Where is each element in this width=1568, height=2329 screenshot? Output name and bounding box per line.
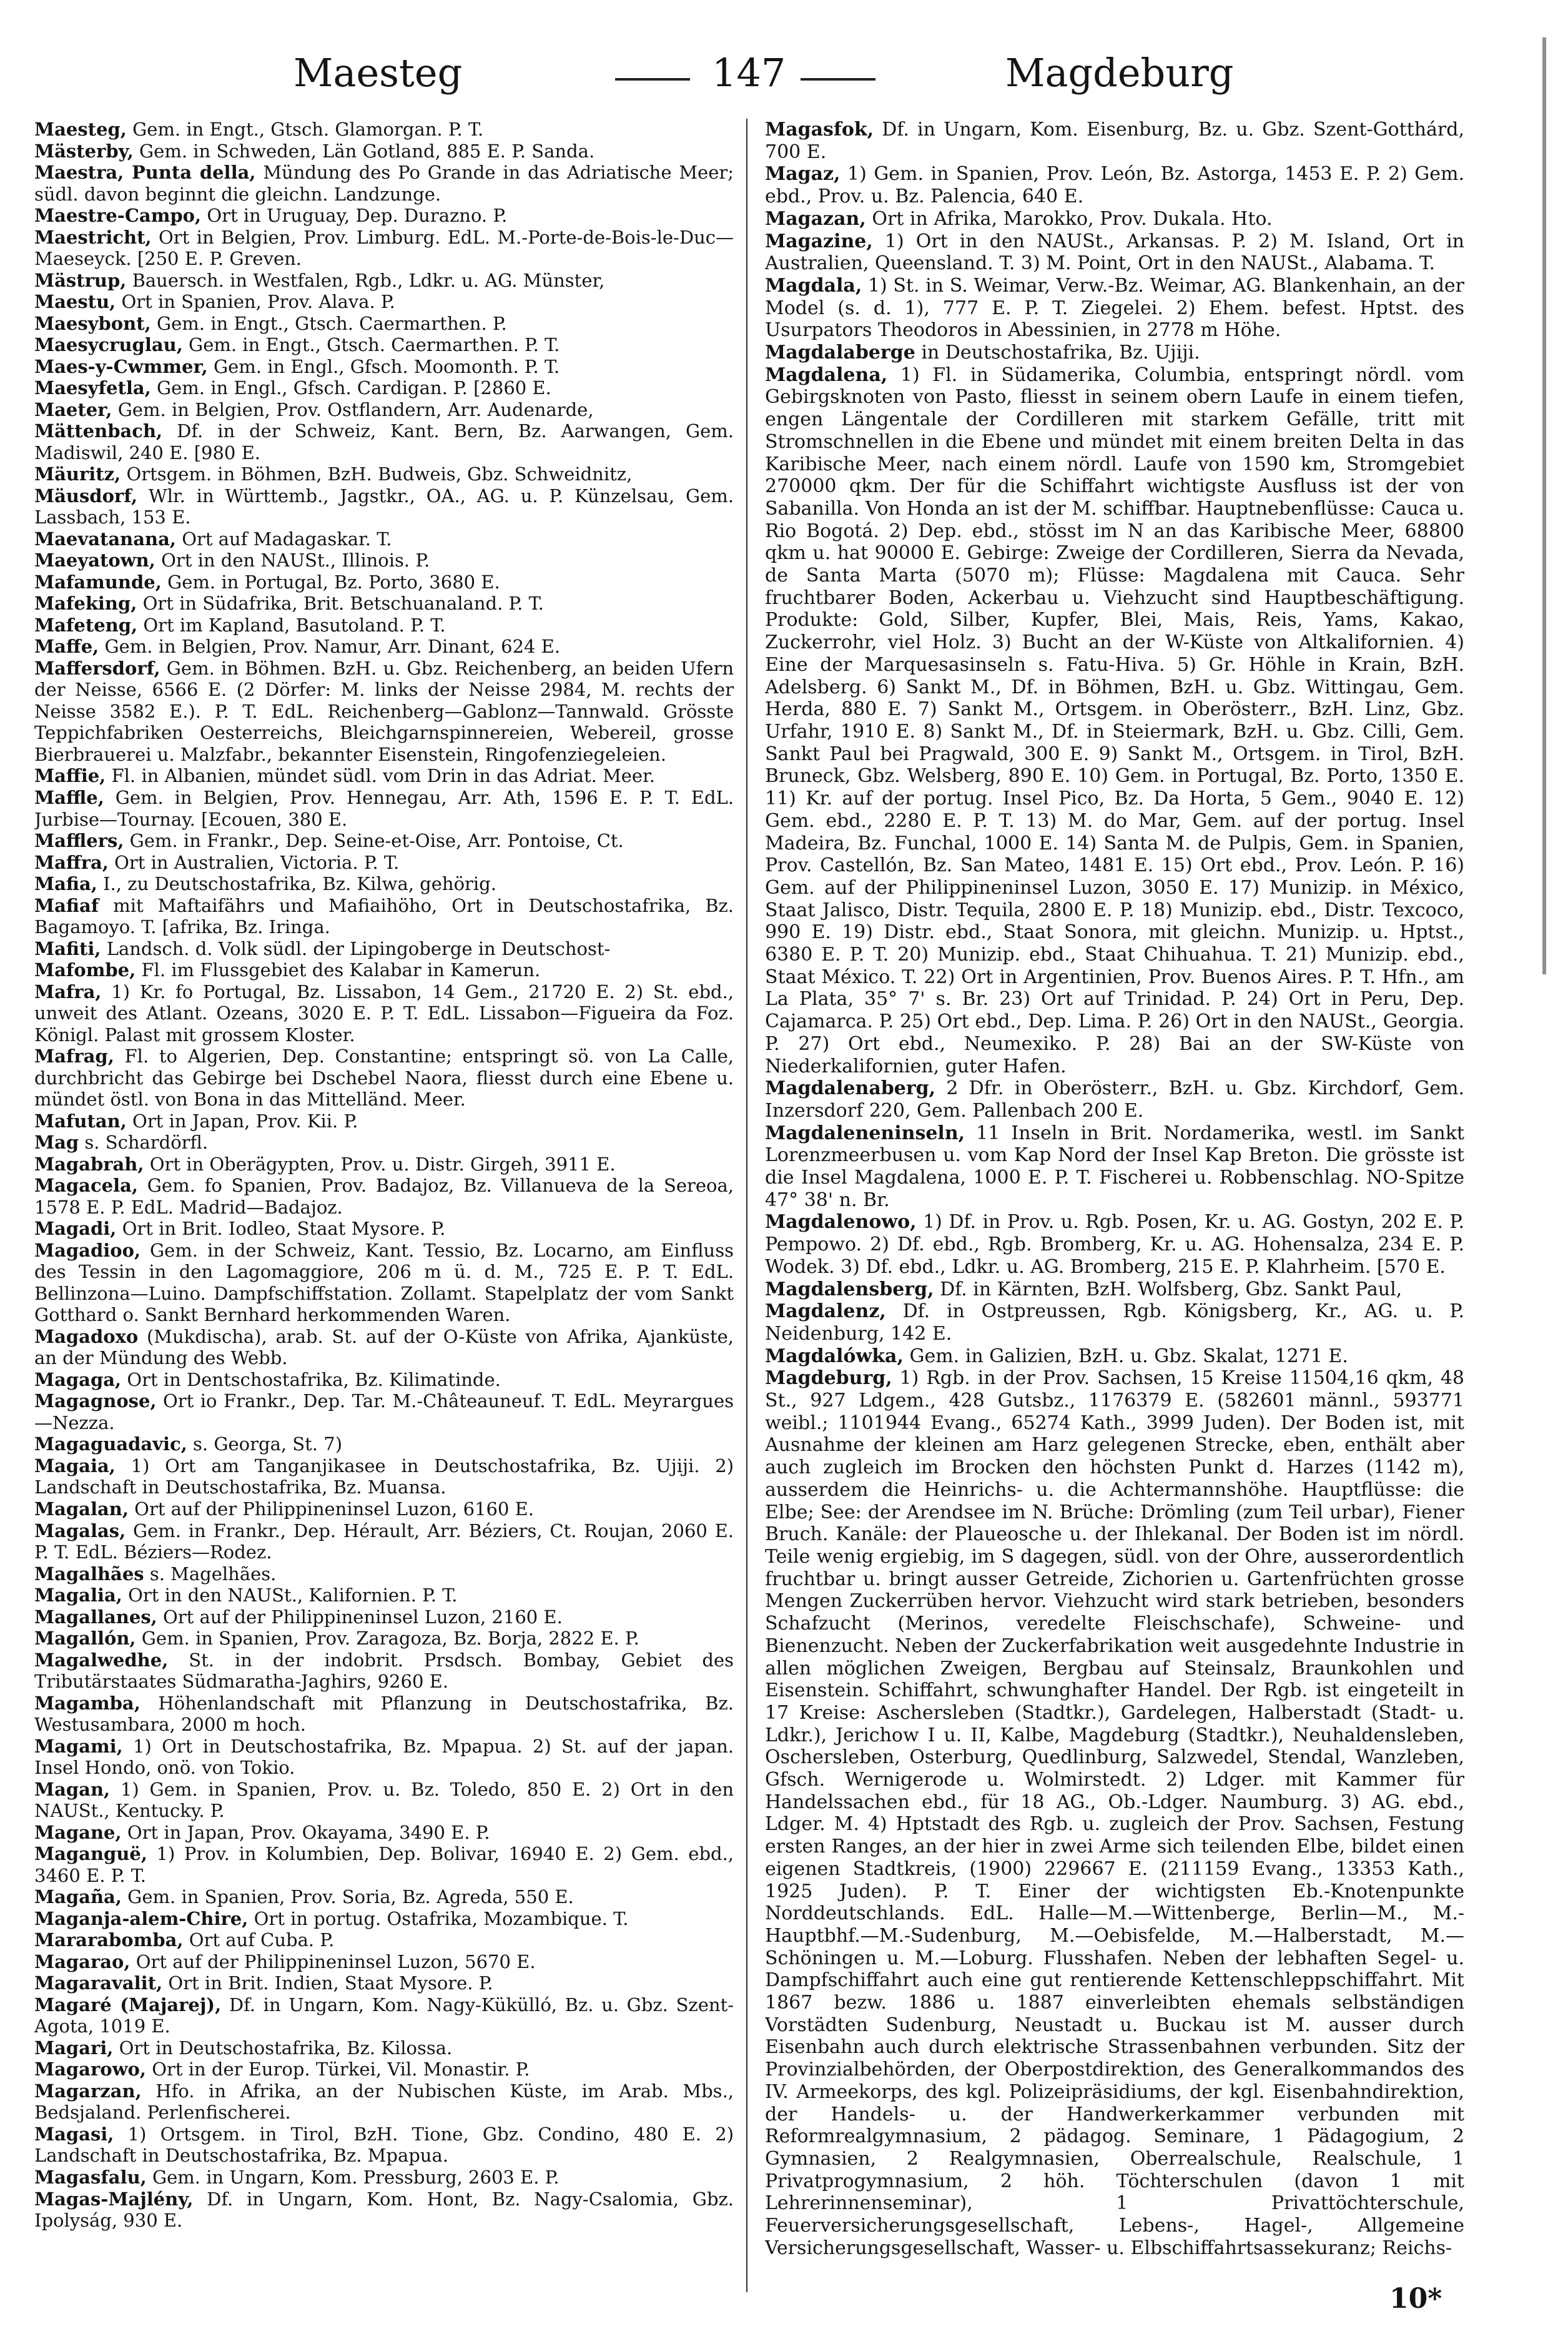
dictionary-entry [765, 342, 1464, 364]
dictionary-entry [34, 1046, 734, 1110]
entry-text: Hfo. in Afrika, an der Nubischen Küste, im Arab. Mbs., Bedsjaland. Perlenfischerei. [34, 2080, 734, 2124]
entry-headword: Magazine, [765, 230, 873, 252]
entry-headword: Magaguadavic, [34, 1433, 187, 1455]
dictionary-entry [34, 377, 734, 399]
entry-text: Gem. in Engt., Gtsch. Glamorgan. P. T. [132, 119, 484, 140]
entry-text: Fl. im Flussgebiet des Kalabar in Kamerun. [141, 959, 541, 981]
entry-headword: Magalhães [34, 1563, 144, 1585]
entry-text: Ort in Belgien, Prov. Limburg. EdL. M.-Porte-de-Bois-le-Duc—Maeseyck. [250 E. P. Greven. [34, 226, 734, 270]
entry-text: St. in der indobrit. Prsdsch. Bombay, Gebiet des Tributärstaates Südmaratha-Jaghirs, 9260 E. [34, 1649, 734, 1693]
dictionary-entry [34, 162, 734, 205]
entry-text: 1) Ort in Deutschostafrika, Bz. Mpapua. 2) St. auf der japan. Insel Hondo, onö. von Tokio. [34, 1735, 734, 1779]
dictionary-entry [34, 119, 734, 141]
entry-text: 1) Ort am Tanganjikasee in Deutschostafrika, Bz. Ujiji. 2) Landschaft in Deutschostafrika, Bz. Muansa. [34, 1455, 734, 1498]
dictionary-entry [34, 658, 734, 766]
entry-text: Ort in portug. Ostafrika, Mozambique. T. [254, 1907, 629, 1929]
dictionary-entry [34, 593, 734, 615]
entry-headword: Maestre-Campo, [34, 205, 202, 227]
header-left-title: Maesteg [293, 50, 463, 96]
signature-mark: 10* [1389, 2283, 1442, 2315]
entry-headword: Mafutan, [34, 1110, 127, 1132]
entry-text: Ort in Südafrika, Brit. Betschuanaland. P. T. [142, 593, 544, 615]
dictionary-entry [34, 1110, 734, 1132]
entry-headword: Magdaleneninseln, [765, 1122, 965, 1144]
entry-text: Ort in Dentschostafrika, Bz. Kilimatinde. [127, 1368, 501, 1390]
dictionary-entry [765, 1278, 1464, 1301]
dictionary-entry [34, 270, 734, 292]
entry-headword: Maesycruglau, [34, 334, 183, 356]
entry-headword: Magagnose, [34, 1390, 157, 1412]
entry-text: 1) Ortsgem. in Tirol, BzH. Tione, Gbz. Condino, 480 E. 2) Landschaft in Deutschostafrika, Bz. Mpapua. [34, 2123, 734, 2167]
entry-headword: Maffe, [34, 636, 99, 658]
entry-headword: Mararabomba, [34, 1929, 184, 1951]
entry-text: Gem. in Frankr., Dep. Seine-et-Oise, Arr. Pontoise, Ct. [129, 830, 624, 852]
entry-headword: Mättenbach, [34, 420, 163, 442]
dictionary-entry [34, 959, 734, 981]
entry-text: Höhenlandschaft mit Pflanzung in Deutschostafrika, Bz. Westusambara, 2000 m hoch. [34, 1692, 734, 1736]
entry-text: Fl. in Albanien, mündet südl. vom Drin in das Adriat. Meer. [111, 765, 655, 787]
entry-headword: Magaga, [34, 1368, 122, 1390]
entry-text: Gem. in Belgien, Prov. Namur, Arr. Dinant, 624 E. [104, 636, 561, 658]
entry-headword: Maganguë, [34, 1843, 147, 1865]
entry-text: 1) Ort in den NAUSt., Arkansas. P. 2) M. Island, Ort in Australien, Queensland. T. 3) M. Point, Ort in den NAUSt., Alabama. T. [765, 230, 1464, 275]
entry-text: Gem. in Frankr., Dep. Hérault, Arr. Béziers, Ct. Roujan, 2060 E. P. T. EdL. Béziers—Rodez. [34, 1520, 734, 1563]
page-number: 147 [712, 50, 786, 96]
entry-text: Ort auf Cuba. P. [189, 1929, 335, 1951]
entry-headword: Magasfok, [765, 119, 874, 141]
entry-headword: Mäuritz, [34, 463, 121, 485]
entry-text: Df. in Ostpreussen, Rgb. Königsberg, Kr., AG. u. P. Neidenburg, 142 E. [765, 1300, 1464, 1345]
dictionary-entry [34, 356, 734, 378]
dictionary-entry [34, 1951, 734, 1973]
dictionary-entry [34, 830, 734, 852]
entry-headword: Maestricht, [34, 226, 152, 248]
entry-text: 1) St. in S. Weimar, Verw.-Bz. Weimar, AG. Blankenhain, an der Model (s. d. 1), 777 E. P. T. Ziegelei. 2) Ehem. befest. Hptst. des Usurpators Theodoros in Abessinien, in 2778 m Höhe. [765, 274, 1464, 342]
entry-text: 11 Inseln in Brit. Nordamerika, westl. im Sankt Lorenzmeerbusen u. vom Kap Nord der Insel Kap Breton. Die grösste ist die Insel Magdalena, 1000 E. P. T. Fischerei u. Robbenschlag. NO-Spitze 47° 38' n. Br. [765, 1122, 1464, 1211]
entry-headword: Magadi, [34, 1218, 117, 1240]
dictionary-entry [765, 1077, 1464, 1122]
entry-text: Gem. in Böhmen. BzH. u. Gbz. Reichenberg, an beiden Ufern der Neisse, 6566 E. (2 Dörfer: M. links der Neisse 2984, M. rechts der Neisse 3582 E.). P. T. EdL. Reichenberg—Gablonz—Tannwald. Grösste Teppichfabriken Oesterreichs, Bleichgarnspinnereien, Webereil, grosse Bierbrauerei u. Malzfabr., bekannter Eisenstein, Ringofenziegeleien. [34, 657, 734, 765]
dictionary-entry [34, 2167, 734, 2188]
dictionary-entry [34, 2059, 734, 2080]
entry-headword: Magabrah, [34, 1153, 144, 1175]
entry-headword: Magane, [34, 1821, 122, 1843]
dictionary-entry [34, 227, 734, 270]
dictionary-entry [34, 1498, 734, 1520]
dictionary-entry [34, 1628, 734, 1649]
entry-text: Gem. in Belgien, Prov. Hennegau, Arr. Ath, 1596 E. P. T. EdL. Jurbise—Tournay. [Ecouen, 380 E. [34, 786, 734, 830]
dictionary-entry [34, 1369, 734, 1391]
entry-text: Ort in den NAUSt., Kalifornien. P. T. [128, 1585, 458, 1606]
dictionary-entry [34, 1563, 734, 1585]
entry-text: Gem. in Belgien, Prov. Ostflandern, Arr. Audenarde, [117, 398, 594, 420]
header-dash-right [801, 78, 875, 81]
header-right-title: Magdeburg [1005, 50, 1234, 96]
entry-headword: Mafiti, [34, 937, 101, 959]
entry-text: 1) Kr. fo Portugal, Bz. Lissabon, 14 Gem., 21720 E. 2) St. ebd., unweit des Atlant. Ozeans, 3020 E. P. T. EdL. Lissabon—Figueira da Foz. Königl. Palast mit grossem Kloster. [34, 981, 734, 1046]
entry-text: 1) Df. in Prov. u. Rgb. Posen, Kr. u. AG. Gostyn, 202 E. P. Pempowo. 2) Df. ebd., Rgb. Bromberg, Kr. u. AG. Hohensalza, 234 E. P. Wodek. 3) Df. ebd., Ldkr. u. AG. Bromberg, 215 E. P. Klahrheim. [570 E. [765, 1211, 1464, 1278]
dictionary-entry [34, 1693, 734, 1736]
entry-headword: Maeyatown, [34, 550, 155, 571]
entry-text: Fl. to Algerien, Dep. Constantine; entspringt sö. von La Calle, durchbricht das Gebirge bei Dschebel Naora, fliesst durch eine Ebene u. mündet östl. von Bona in das Mittelländ. Meer. [34, 1046, 734, 1110]
entry-headword: Magalia, [34, 1585, 122, 1606]
entry-headword: Magdalena, [765, 363, 888, 386]
dictionary-entry [765, 1211, 1464, 1278]
dictionary-entry [34, 981, 734, 1046]
dictionary-entry [34, 528, 734, 550]
entry-headword: Magdalensberg, [765, 1278, 934, 1300]
dictionary-entry [34, 615, 734, 636]
entry-headword: Maffra, [34, 851, 109, 873]
entry-text: Ort in Japan, Prov. Okayama, 3490 E. P. [127, 1821, 490, 1843]
entry-text: 2 Dfr. in Oberösterr., BzH. u. Gbz. Kirchdorf, Gem. Inzersdorf 220, Gem. Pallenbach 200 E. [765, 1077, 1464, 1122]
dictionary-entry [34, 420, 734, 463]
entry-text: Ort in der Europ. Türkei, Vil. Monastir. P. [152, 2059, 530, 2080]
dictionary-entry [34, 571, 734, 593]
entry-text: Gem. in Spanien, Prov. Zaragoza, Bz. Borja, 2822 E. P. [141, 1628, 639, 1649]
entry-headword: Mafiaf [34, 894, 99, 916]
dictionary-entry [34, 463, 734, 485]
dictionary-entry [765, 208, 1464, 230]
entry-text: Ort in Australien, Victoria. P. T. [114, 851, 400, 873]
entry-text: 1) Gem. in Spanien, Prov. u. Bz. Toledo, 850 E. 2) Ort in den NAUSt., Kentucky. P. [34, 1778, 734, 1822]
entry-text: Ort in Spanien, Prov. Alava. P. [121, 291, 395, 313]
dictionary-entry [765, 275, 1464, 342]
entry-text: 1) Fl. in Südamerika, Columbia, entspringt nördl. vom Gebirgsknoten von Pasto, fliesst in seinem obern Laufe in einem tiefen, engen Längentale der Cordilleren mit starkem Gefälle, tritt mit Stromschnellen in die Ebene und mündet mit einem breiten Delta in das Karibische Meer, nach einem nördl. Laufe von 1590 km, Stromgebiet 270000 qkm. Der für die Schiffahrt wichtigste Ausfluss ist der von Sabanilla. Von Honda an ist der M. schiffbar. Hauptnebenflüsse: Cauca u. Rio Bogotá. 2) Dep. ebd., stösst im N an das Karibische Meer, 68800 qkm u. hat 90000 E. Gebirge: Zweige der Cordilleren, Sierra da Nevada, de Santa Marta (5070 m); Flüsse: Magdalena mit Cauca. Sehr fruchtbarer Boden, Ackerbau u. Viehzucht sind Hauptbeschäftigung. Produkte: Gold, Silber, Kupfer, Blei, Mais, Reis, Yams, Kakao, Zuckerrohr, viel Holz. 3) Bucht an der W-Küste von Altkalifornien. 4) Eine der Marquesasinseln s. Fatu-Hiva. 5) Gr. Höhle in Krain, BzH. Adelsberg. 6) Sankt M., Df. in Böhmen, BzH. u. Gbz. Wittingau, Gem. Herda, 880 E. 7) Sankt M., Ortsgem. in Oberösterr., BzH. Linz, Gbz. Urfahr, 1910 E. 8) Sankt M., Df. in Steiermark, BzH. u. Gbz. Cilli, Gem. Sankt Paul bei Pragwald, 300 E. 9) Sankt M., Ortsgem. in Tirol, BzH. Bruneck, Gbz. Welsberg, 890 E. 10) Gem. in Portugal, Bz. Porto, 1350 E. 11) Kr. auf der portug. Insel Pico, Bz. Da Horta, 5 Gem., 9040 E. 12) Gem. ebd., 2280 E. P. T. 13) M. do Mar, Gem. auf der portug. Insel Madeira, Bz. Funchal, 1000 E. 14) Santa M. de Pulpis, Gem. in Spanien, Prov. Castellón, Bz. San Mateo, 1481 E. 15) Ort ebd., Prov. León. P. 16) Gem. auf der Philippineninsel Luzon, 3050 E. 17) Munizip. in México, Staat Jalisco, Distr. Tequila, 2800 E. P. 18) Munizip. ebd., Distr. Texcoco, 990 E. 19) Distr. ebd., Staat Sonora, mit gleichn. Munizip. u. Hptst., 6380 E. P. T. 20) Munizip. ebd., Staat Chihuahua. T. 21) Munizip. ebd., Staat México. T. 22) Ort in Argentinien, Prov. Buenos Aires. P. T. Hfn., am La Plata, 35° 7' s. Br. 23) Ort auf Trinidad. P. 24) Ort in Peru, Dep. Cajamarca. P. 25) Ort ebd., Dep. Lima. P. 26) Ort in den NAUSt., Georgia. P. 27) Ort ebd., Neumexiko. P. 28) Bai an der SW-Küste von Niederkalifornien, guter Hafen. [765, 363, 1464, 1077]
entry-headword: Maganja-alem-Chire, [34, 1907, 249, 1929]
page-edge-shadow [1542, 37, 1562, 974]
header-dash-left [615, 78, 690, 81]
entry-headword: Mafeteng, [34, 614, 138, 636]
dictionary-entry [765, 119, 1464, 163]
entry-text: Gem. in Engt., Gtsch. Caermarthen. P. [156, 312, 507, 334]
entry-headword: Magas-Majlény, [34, 2188, 194, 2210]
entry-text: in Deutschostafrika, Bz. Ujiji. [921, 342, 1200, 364]
dictionary-entry [34, 636, 734, 658]
entry-headword: Magdeburg, [765, 1367, 892, 1390]
entry-text: Gem. in der Schweiz, Kant. Tessio, Bz. Locarno, am Einfluss des Tessin in den Lagomaggiore, 206 m ü. d. M., 725 E. P. T. EdL. Bellinzona—Luino. Dampfschiffstation. Zollamt. Stapelplatz der vom Sankt Gotthard o. Sankt Bernhard herkommenden Waren. [34, 1239, 734, 1326]
dictionary-entry [34, 1326, 734, 1369]
entry-headword: Mafrag, [34, 1046, 114, 1067]
dictionary-entry [765, 1300, 1464, 1345]
column-rule [746, 119, 747, 2292]
entry-text: s. Schardörfl. [84, 1132, 209, 1154]
entry-headword: Magasi, [34, 2123, 114, 2145]
entry-headword: Maestra, Punta della, [34, 162, 256, 184]
entry-text: Gem. in Schweden, Län Gotland, 885 E. P. Sanda. [139, 140, 595, 162]
entry-headword: Magadoxo [34, 1325, 139, 1347]
entry-text: mit Maftaifährs und Mafiaihöho, Ort in Deutschostafrika, Bz. Bagamoyo. T. [afrika, Bz. Iringa. [34, 894, 734, 938]
entry-text: Ort in Brit. Iodleo, Staat Mysore. P. [122, 1218, 446, 1240]
entry-headword: Magamba, [34, 1692, 141, 1714]
entry-headword: Maffie, [34, 765, 106, 787]
dictionary-entry [34, 291, 734, 313]
entry-text: Gem. fo Spanien, Prov. Badajoz, Bz. Villanueva de la Sereoa, 1578 E. P. EdL. Madrid—Badajoz. [34, 1175, 734, 1218]
entry-headword: Magarowo, [34, 2059, 146, 2080]
dictionary-entry [34, 2124, 734, 2167]
entry-headword: Maes-y-Cwmmer, [34, 355, 208, 377]
dictionary-entry [34, 895, 734, 938]
dictionary-entry [34, 1433, 734, 1455]
entry-headword: Mag [34, 1132, 79, 1154]
entry-headword: Magaña, [34, 1886, 122, 1908]
dictionary-entry [34, 1175, 734, 1218]
dictionary-entry [34, 2037, 734, 2059]
dictionary-entry [765, 163, 1464, 207]
entry-headword: Magdalenowo, [765, 1211, 917, 1234]
dictionary-entry [34, 873, 734, 895]
entry-text: Df. in Ungarn, Kom. Eisenburg, Bz. u. Gbz. Szent-Gotthárd, 700 E. [765, 119, 1464, 163]
entry-text: Ort in den NAUSt., Illinois. P. [161, 550, 430, 571]
entry-text: Ort in Brit. Indien, Staat Mysore. P. [168, 1972, 493, 1994]
entry-headword: Magaravalit, [34, 1972, 163, 1994]
entry-text: 1) Gem. in Spanien, Prov. León, Bz. Astorga, 1453 E. P. 2) Gem. ebd., Prov. u. Bz. Palencia, 640 E. [765, 163, 1464, 208]
entry-headword: Magallón, [34, 1628, 136, 1649]
entry-headword: Magazan, [765, 207, 866, 230]
entry-text: Ort auf Madagaskar. T. [182, 528, 392, 550]
right-column [765, 119, 1464, 2280]
entry-headword: Magacela, [34, 1175, 138, 1197]
entry-text: Ort auf der Philippineninsel Luzon, 2160 E. [162, 1606, 563, 1628]
entry-text: Df. in Ungarn, Kom. Hont, Bz. Nagy-Csalomia, Gbz. Ipolyság, 930 E. [34, 2188, 734, 2232]
dictionary-entry [765, 1345, 1464, 1368]
entry-headword: Mafra, [34, 981, 102, 1002]
entry-headword: Maesybont, [34, 312, 151, 334]
entry-headword: Mafia, [34, 873, 97, 895]
dictionary-entry [34, 1390, 734, 1433]
entry-text: s. Magelhães. [149, 1563, 277, 1585]
entry-headword: Mästrup, [34, 269, 127, 291]
entry-headword: Maevatanana, [34, 528, 177, 550]
entry-headword: Magarao, [34, 1951, 131, 1972]
dictionary-entry [34, 1908, 734, 1930]
entry-text: Ort io Frankr., Dep. Tar. M.-Châteauneuf. T. EdL. Meyrargues—Nezza. [34, 1390, 734, 1433]
entry-text: Gem. in Engl., Gfsch. Cardigan. P. [2860 E. [156, 377, 551, 399]
entry-headword: Mafflers, [34, 830, 124, 852]
entry-text: Ort in Afrika, Marokko, Prov. Dukala. Hto. [872, 207, 1273, 230]
entry-headword: Mäusdorf, [34, 485, 138, 507]
dictionary-entry [34, 141, 734, 162]
dictionary-entry [34, 1240, 734, 1326]
entry-text: Df. in Ungarn, Kom. Nagy-Kükülló, Bz. u. Gbz. Szent-Agota, 1019 E. [34, 1994, 734, 2037]
entry-text: Ort in Uruguay, Dep. Durazno. P. [207, 205, 508, 227]
dictionary-entry [34, 938, 734, 960]
dictionary-entry [34, 1218, 734, 1240]
entry-headword: Magaia, [34, 1455, 116, 1476]
entry-headword: Magarzan, [34, 2080, 142, 2102]
entry-text: s. Georga, St. 7) [193, 1433, 343, 1455]
entry-headword: Mafombe, [34, 959, 136, 981]
dictionary-entry [34, 1585, 734, 1606]
entry-text: Gem. in Galizien, BzH. u. Gbz. Skalat, 1271 E. [909, 1345, 1348, 1367]
entry-text: Bauersch. in Westfalen, Rgb., Ldkr. u. AG. Münster, [132, 269, 605, 291]
entry-text: 1) Rgb. in der Prov. Sachsen, 15 Kreise 11504,16 qkm, 48 St., 927 Ldgem., 428 Gutsbz., 1176379 E. (582601 männl., 593771 weibl.; 1101944 Evang., 65274 Kath., 3999 Juden). Der Boden ist, mit Ausnahme der kleinen am Harz gelegenen Strecke, eben, enthält aber auch zugleich im Brocken den höchsten Punkt d. Harzes (1142 m), ausserdem die Heinrichs- u. die Achtermannshöhe. Hauptflüsse: die Elbe; See: der Arendsee im N. Brüche: Drömling (zum Teil urbar), Fiener Bruch. Kanäle: der Plaueosche u. der Ihlekanal. Der Boden ist im nördl. Teile wenig ergiebig, im S dagegen, südl. von der Ohre, ausserordentlich fruchtbar u. bringt ausser Getreide, Zichorien u. Gartenfrüchten grosse Mengen Zuckerrüben hervor. Viehzucht wird stark betrieben, besonders Schafzucht (Merinos, veredelte Fleischschafe), Schweine- und Bienenzucht. Neben der Zuckerfabrikation weit ausgedehnte Industrie in allen möglichen Zweigen, Bergbau auf Steinsalz, Braunkohlen und Eisenstein. Schiffahrt, schwunghafter Handel. Der Rgb. ist eingeteilt in 17 Kreise: Aschersleben (Stadtkr.), Gardelegen, Halberstadt (Stadt- u. Ldkr.), Jerichow I u. II, Kalbe, Magdeburg (Stadtkr.), Neuhaldensleben, Oschersleben, Osterburg, Quedlinburg, Salzwedel, Stendal, Wanzleben, Gfsch. Wernigerode u. Wolmirstedt. 2) Ldger. mit Kammer für Handelssachen ebd., für 18 AG., Ob.-Ldger. Naumburg. 3) AG. ebd., Ldger. M. 4) Hptstadt des Rgb. u. zugleich der Prov. Sachsen, Festung ersten Ranges, an der hier in zwei Arme sich teilenden Elbe, bildet einen eigenen Stadtkreis, (1900) 229667 E. (211159 Evang., 13353 Kath., 1925 Juden). P. T. Einer der wichtigsten Eb.-Knotenpunkte Norddeutschlands. EdL. Halle—M.—Wittenberge, Berlin—M., M.-Hauptbhf.—M.-Sudenburg, M.—Oebisfelde, M.—Halberstadt, M.—Schöningen u. M.—Loburg. Flusshafen. Neben der lebhaften Segel- u. Dampfschiffahrt auch eine gut rentierende Kettenschleppschiffahrt. Mit 1867 bezw. 1886 u. 1887 einverleibten ehemals selbständigen Vorstädten Sudenburg, Neustadt u. Buckau ist M. ausser durch Eisenbahn auch durch elektrische Strassenbahnen verbunden. Sitz der Provinzialbehörden, der Oberpostdirektion, des Generalkommandos des IV. Armeekorps, des kgl. Polizeipräsidiums, der kgl. Eisenbahndirektion, der Handels- u. der Handwerkerkammer verbunden mit Reformrealgymnasium, 2 pädagog. Seminare, 1 Pädagogium, 2 Gymnasien, 2 Realgymnasien, Oberrealschule, Realschule, 1 Privatprogymnasium, 2 höh. Töchterschulen (davon 1 mit Lehrerinnenseminar), 1 Privattöchterschule, Feuerversicherungsgesellschaft, Lebens-, Hagel-, Allgemeine Versicherungsgesellschaft, Wasser- u. Elbschiffahrtsassekuranz; Reichs- [765, 1367, 1464, 2259]
dictionary-entry [34, 313, 734, 335]
dictionary-entry [34, 1779, 734, 1822]
entry-headword: Magdalówka, [765, 1345, 904, 1367]
dictionary-entry [34, 1455, 734, 1498]
entry-headword: Magalas, [34, 1520, 126, 1541]
dictionary-entry [34, 852, 734, 874]
dictionary-entry [34, 399, 734, 421]
page-header [0, 44, 1568, 112]
dictionary-entry [34, 205, 734, 227]
dictionary-entry [34, 1822, 734, 1844]
entry-text: Landsch. d. Volk südl. der Lipingoberge in Deutschost- [106, 937, 611, 959]
entry-text: Df. in Kärnten, BzH. Wolfsberg, Gbz. Sankt Paul, [940, 1278, 1403, 1300]
dictionary-entry [34, 1886, 734, 1908]
entry-headword: Maffersdorf, [34, 657, 160, 679]
entry-headword: Mästerby, [34, 140, 134, 162]
dictionary-entry [765, 1367, 1464, 2259]
dictionary-entry [34, 485, 734, 528]
dictionary-entry [34, 1154, 734, 1175]
left-column [34, 119, 734, 2280]
dictionary-entry [34, 2188, 734, 2232]
dictionary-entry [765, 1122, 1464, 1212]
dictionary-entry [34, 765, 734, 787]
entry-headword: Maffle, [34, 786, 104, 808]
dictionary-entry [34, 1649, 734, 1693]
entry-text: Ortsgem. in Böhmen, BzH. Budweis, Gbz. Schweidnitz, [126, 463, 633, 485]
dictionary-entry [765, 230, 1464, 275]
entry-headword: Magadioo, [34, 1239, 141, 1261]
dictionary-entry [34, 550, 734, 571]
entry-text: Gem. in Portugal, Bz. Porto, 3680 E. [167, 571, 500, 593]
entry-headword: Magdalaberge [765, 342, 915, 364]
entry-headword: Magasfalu, [34, 2166, 147, 2188]
entry-text: 1) Prov. in Kolumbien, Dep. Bolivar, 16940 E. 2) Gem. ebd., 3460 E. P. T. [34, 1843, 734, 1886]
dictionary-entry [34, 1972, 734, 1994]
entry-headword: Mafamunde, [34, 571, 162, 593]
dictionary-entry [34, 334, 734, 356]
entry-text: Mündung des Po Grande in das Adriatische Meer; südl. davon beginnt die gleichn. Landzunge. [34, 162, 734, 205]
dictionary-entry [34, 787, 734, 830]
dictionary-entry [765, 364, 1464, 1078]
entry-headword: Magan, [34, 1778, 111, 1800]
dictionary-entry [34, 2080, 734, 2124]
entry-headword: Magaz, [765, 163, 841, 185]
entry-headword: Maeter, [34, 398, 112, 420]
entry-headword: Magalwedhe, [34, 1649, 169, 1671]
dictionary-entry [34, 1606, 734, 1628]
entry-text: Gem. in Ungarn, Kom. Pressburg, 2603 E. P. [152, 2166, 560, 2188]
entry-headword: Maesyfetla, [34, 377, 151, 399]
entry-headword: Magallanes, [34, 1606, 157, 1628]
dictionary-entry [34, 1929, 734, 1951]
entry-headword: Magdalenaberg, [765, 1077, 936, 1100]
entry-headword: Maestu, [34, 291, 116, 313]
entry-text: Gem. in Engl., Gfsch. Moomonth. P. T. [213, 355, 560, 377]
entry-headword: Magaré (Majarej), [34, 1994, 222, 2015]
entry-text: Gem. in Spanien, Prov. Soria, Bz. Agreda, 550 E. [127, 1886, 574, 1908]
entry-text: Ort auf der Philippineninsel Luzon, 6160 E. [134, 1498, 535, 1520]
entry-text: Ort auf der Philippineninsel Luzon, 5670 E. [136, 1951, 536, 1972]
entry-headword: Magdala, [765, 274, 862, 297]
dictionary-entry [34, 1520, 734, 1563]
dictionary-entry [34, 1994, 734, 2037]
entry-text: Gem. in Engt., Gtsch. Caermarthen. P. T. [189, 334, 560, 356]
entry-headword: Magalan, [34, 1498, 129, 1520]
entry-headword: Magami, [34, 1735, 123, 1757]
entry-headword: Maesteg, [34, 119, 127, 140]
entry-text: Wlr. in Württemb., Jagstkr., OA., AG. u. P. Künzelsau, Gem. Lassbach, 153 E. [34, 485, 734, 528]
dictionary-entry [34, 1132, 734, 1154]
dictionary-entry [34, 1843, 734, 1886]
entry-text: Df. in der Schweiz, Kant. Bern, Bz. Aarwangen, Gem. Madiswil, 240 E. [980 E. [34, 420, 734, 463]
dictionary-entry [34, 1736, 734, 1779]
entry-headword: Mafeking, [34, 593, 137, 615]
entry-text: Ort in Oberägypten, Prov. u. Distr. Girgeh, 3911 E. [149, 1153, 616, 1175]
entry-text: I., zu Deutschostafrika, Bz. Kilwa, gehörig. [103, 873, 496, 895]
entry-text: Ort in Japan, Prov. Kii. P. [132, 1110, 358, 1132]
entry-headword: Magari, [34, 2037, 114, 2059]
entry-text: Ort in Deutschostafrika, Bz. Kilossa. [119, 2037, 453, 2059]
entry-headword: Magdalenz, [765, 1300, 886, 1323]
entry-text: (Mukdischa), arab. St. auf der O-Küste von Afrika, Ajanküste, an der Mündung des Webb. [34, 1325, 734, 1369]
entry-text: Ort im Kapland, Basutoland. P. T. [143, 614, 446, 636]
